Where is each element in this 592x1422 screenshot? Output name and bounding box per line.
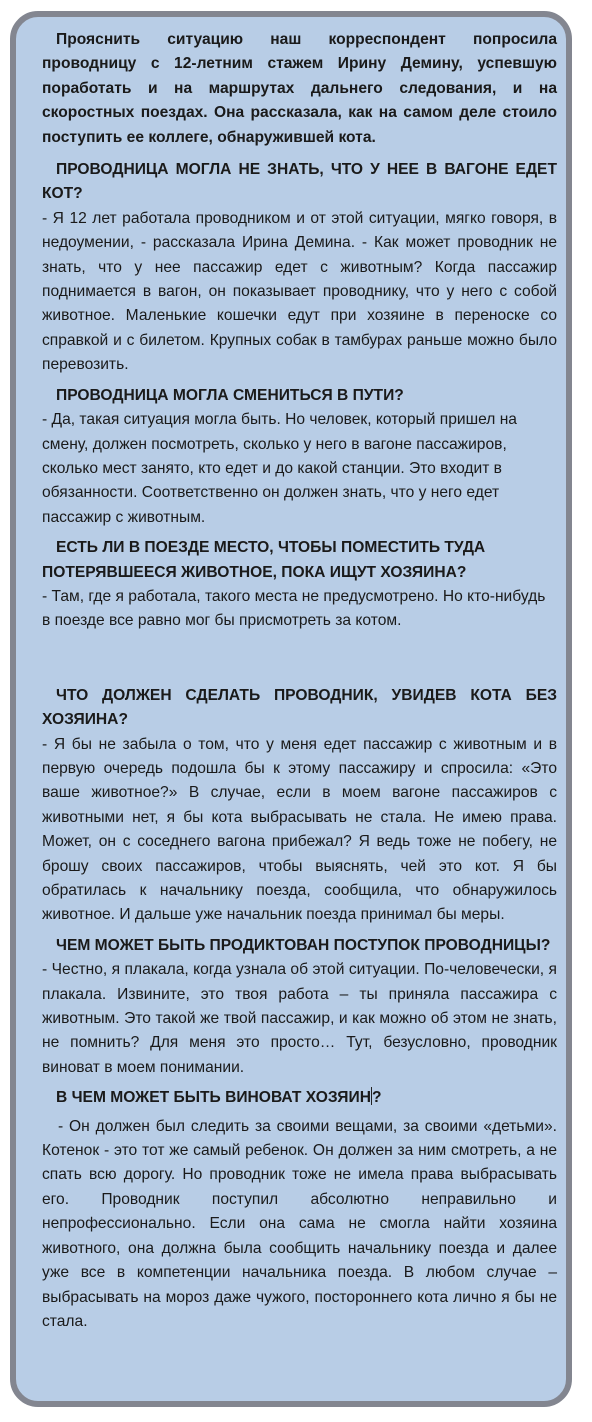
question-heading: ПРОВОДНИЦА МОГЛА НЕ ЗНАТЬ, ЧТО У НЕЕ В ВАГОНЕ ЕДЕТ КОТ? [42, 161, 557, 203]
question-heading: ЧЕМ МОЖЕТ БЫТЬ ПРОДИКТОВАН ПОСТУПОК ПРОВОДНИЦЫ? [56, 936, 551, 954]
spacer [42, 640, 557, 684]
question-text: В ЧЕМ МОЖЕТ БЫТЬ ВИНОВАТ ХОЗЯИН [56, 1089, 371, 1107]
question-heading: ЕСТЬ ЛИ В ПОЕЗДЕ МЕСТО, ЧТОБЫ ПОМЕСТИТЬ ТУДА ПОТЕРЯВШЕЕСЯ ЖИВОТНОЕ, ПОКА ИЩУТ ХОЗЯИНА? [42, 539, 486, 581]
intro-paragraph: Прояснить ситуацию наш корреспондент попросила проводницу с 12-летним стажем Ирину Демину, успевшую поработать и на маршрутах дальнего следования, и на скоростных поездах. Она рассказала, как на самом деле стоило поступить ее коллеге, обнаружившей кота. [42, 31, 557, 146]
answer-paragraph: - Да, такая ситуация могла быть. Но человек, который пришел на смену, должен посмотреть, сколько у него в вагоне пассажиров, сколько мест занято, кто едет и до какой станции. Это входит в обязанности. Соответственно он должен знать, что у него едет пассажир с животным. [42, 411, 517, 526]
answer-paragraph: - Я бы не забыла о том, что у меня едет пассажир с животным и в первую очередь подошла бы к этому пассажиру и спросила: «Это ваше животное?» В случае, если в моем вагоне пассажиров с животными нет, я бы кота выбрасывать не стала. Не имею права. Может, он с соседнего вагона прибежал? Я ведь тоже не побегу, не брошу своих пассажиров, чтобы выяснять, чей это кот. Я бы обратилась к начальнику поезда, сообщила, что обнаружилось животное. И дальше уже начальник поезда принимал бы меры. [42, 735, 557, 924]
question-heading [42, 1086, 557, 1110]
answer-paragraph: - Там, где я работала, такого места не предусмотрено. Но кто-нибудь в поезде все равно мог бы присмотреть за котом. [42, 587, 546, 630]
question-mark: ? [371, 1089, 382, 1107]
answer-paragraph: - Я 12 лет работала проводником и от этой ситуации, мягко говоря, в недоумении, - рассказала Ирина Демина. - Как может проводник не знать, что у нее пассажир едет с животным? Когда пассажир поднимается в вагон, он показывает проводнику, что у него с собой животное. Маленькие кошечки едут при хозяине в переноске со справкой и с билетом. Крупных собак в тамбурах раньше можно было перевозить. [42, 209, 557, 374]
question-heading: ЧТО ДОЛЖЕН СДЕЛАТЬ ПРОВОДНИК, УВИДЕВ КОТА БЕЗ ХОЗЯИНА? [42, 686, 557, 729]
answer-paragraph: - Честно, я плакала, когда узнала об этой ситуации. По-человечески, я плакала. Извините, это твоя работа – ты приняла пассажира с животным. Это такой же твой пассажир, и как можно об этом не знать, не помнить? Для меня это просто… Тут, безусловно, проводник виноват в моем понимании. [42, 961, 557, 1076]
answer-paragraph: - Он должен был следить за своими вещами, за своими «детьми». Котенок - это тот же самый ребенок. Он должен за ним смотреть, а не спать всю дорогу. Но проводник тоже не имела права выбрасывать его. Проводник поступил абсолютно неправильно и непрофессионально. Если она сама не смогла найти хозяина животного, она должна была сообщить начальнику поезда и далее уже все в компетенции начальника поезда. В любом случае – выбрасывать на мороз даже чужого, постороннего кота лично я бы не стала. [42, 1117, 557, 1330]
question-heading: ПРОВОДНИЦА МОГЛА СМЕНИТЬСЯ В ПУТИ? [56, 386, 404, 404]
article-content [42, 28, 557, 1340]
